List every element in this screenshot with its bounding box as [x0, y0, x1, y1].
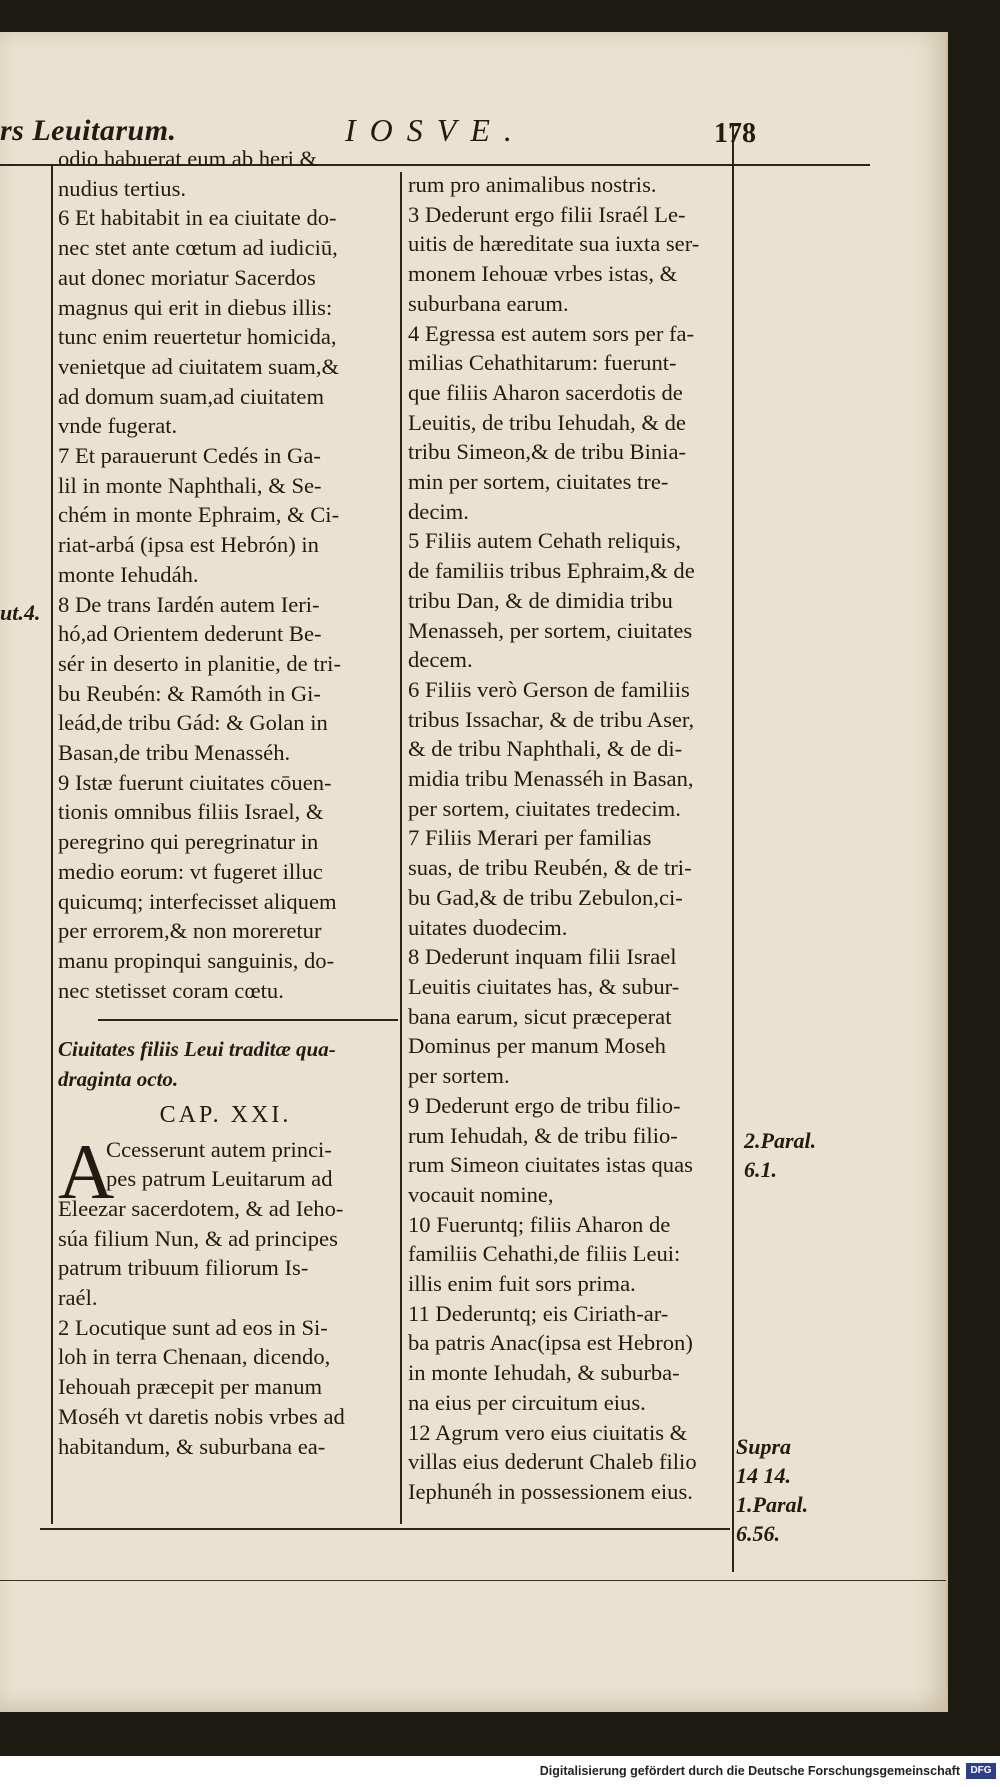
text-line: de familiis tribus Ephraim,& de	[408, 558, 695, 584]
text-line: illis enim fuit sors prima.	[408, 1271, 636, 1297]
chapter-summary-line: Ciuitates filiis Leui traditæ qua-	[58, 1037, 336, 1062]
text-line: sér in deserto in planitie, de tri-	[58, 650, 341, 676]
chapter-summary-line: draginta octo.	[58, 1067, 179, 1092]
text-line: 10 Fueruntq; filiis Aharon de	[408, 1211, 671, 1237]
text-line: tribu Dan, & de dimidia tribu	[408, 587, 673, 613]
text-line: tunc enim reuertetur homicida,	[58, 324, 337, 350]
text-line: 9 Istæ fuerunt ciuitates cōuen-	[58, 769, 332, 795]
text-line: Moséh vt daretis nobis vrbes ad	[58, 1403, 345, 1429]
chapter-heading: CAP. XXI.	[159, 1101, 292, 1128]
text-line: in monte Iehudah, & suburba-	[408, 1360, 680, 1386]
digitization-footer	[0, 1756, 1000, 1787]
text-line: Dominus per manum Moseh	[408, 1033, 666, 1059]
left-column-text	[58, 144, 393, 1005]
text-line: 7 Et parauerunt Cedés in Ga-	[58, 443, 321, 469]
right-column	[408, 170, 728, 1507]
page-number: 178	[714, 118, 756, 149]
text-line: 8 Dederunt inquam filii Israel	[408, 944, 677, 970]
left-column-rule	[51, 166, 53, 1524]
text-line: 4 Egressa est autem sors per fa-	[408, 320, 695, 346]
text-line: decim.	[408, 498, 469, 524]
margin-note-paral: 2.Paral. 6.1.	[744, 1128, 817, 1182]
text-line: raél.	[58, 1285, 98, 1311]
right-column-rule	[732, 124, 734, 1572]
text-line: chém in monte Ephraim, & Ci-	[58, 502, 340, 528]
text-line: suas, de tribu Reubén, & de tri-	[408, 855, 692, 881]
left-column	[58, 144, 393, 1461]
text-line: nec stet ante cœtum ad iudiciū,	[58, 235, 338, 261]
section-rule	[98, 1019, 398, 1021]
text-line: Basan,de tribu Menasséh.	[58, 740, 291, 766]
page-edge-rule	[0, 1580, 946, 1581]
text-line: peregrino qui peregrinatur in	[58, 829, 319, 855]
text-line: & de tribu Naphthali, & de di-	[408, 736, 683, 762]
margin-note-supra: Supra 14 14. 1.Paral. 6.56.	[736, 1434, 809, 1546]
text-line: na eius per circuitum eius.	[408, 1389, 646, 1415]
text-line: per sortem.	[408, 1063, 510, 1089]
text-line: que filiis Aharon sacerdotis de	[408, 379, 683, 405]
text-line: quicumq; interfecisset aliquem	[58, 888, 337, 914]
text-line: monte Iehudáh.	[58, 561, 199, 587]
text-line: venietque ad ciuitatem suam,&	[58, 353, 340, 379]
text-line: medio eorum: vt fugeret illuc	[58, 858, 323, 884]
text-line: familiis Cehathi,de filiis Leui:	[408, 1241, 681, 1267]
text-line: habitandum, & suburbana ea-	[58, 1433, 326, 1459]
text-line: 8 De trans Iardén autem Ieri-	[58, 591, 320, 617]
text-line: vnde fugerat.	[58, 413, 178, 439]
dfg-logo: DFG	[966, 1763, 996, 1779]
text-line: riat-arbá (ipsa est Hebrón) in	[58, 532, 319, 558]
text-line: decem.	[408, 647, 473, 673]
text-line: 5 Filiis autem Cehath reliquis,	[408, 528, 681, 554]
text-line: súa filium Nun, & ad principes	[58, 1225, 338, 1251]
text-line: rum pro animalibus nostris.	[408, 172, 657, 197]
text-line: magnus qui erit in diebus illis:	[58, 294, 333, 320]
text-line: loh in terra Chenaan, dicendo,	[58, 1344, 331, 1370]
text-line: bu Gad,& de tribu Zebulon,ci-	[408, 884, 683, 910]
margin-note-left: ut.4.	[0, 600, 41, 625]
text-line: milias Cehathitarum: fuerunt-	[408, 350, 677, 376]
text-line: Leuitis, de tribu Iehudah, & de	[408, 409, 686, 435]
text-line: villas eius dederunt Chaleb filio	[408, 1449, 697, 1475]
text-line: leád,de tribu Gád: & Golan in	[58, 710, 328, 736]
text-line: aut donec moriatur Sacerdos	[58, 264, 316, 290]
left-column-text-continued	[58, 1194, 393, 1461]
text-line: bu Reubén: & Ramóth in Gi-	[58, 680, 321, 706]
text-line: rum Iehudah, & de tribu filio-	[408, 1122, 678, 1148]
text-line: 2 Locutique sunt ad eos in Si-	[58, 1314, 328, 1340]
text-line: 7 Filiis Merari per familias	[408, 825, 652, 851]
text-line: bana earum, sicut præceperat	[408, 1003, 672, 1029]
text-line: uitis de hæreditate sua iuxta ser-	[408, 231, 700, 257]
text-line: nec stetisset coram cœtu.	[58, 977, 284, 1003]
text-line: pes patrum Leuitarum ad	[106, 1166, 333, 1192]
book-page	[0, 32, 948, 1712]
text-line: lil in monte Naphthali, & Se-	[58, 472, 322, 498]
text-line: 12 Agrum vero eius ciuitatis &	[408, 1419, 688, 1445]
text-line: tionis omnibus filiis Israel, &	[58, 799, 324, 825]
text-line: 11 Dederuntq; eis Ciriath-ar-	[408, 1300, 669, 1326]
footer-rule	[40, 1528, 730, 1530]
drop-cap: A	[58, 1127, 115, 1215]
running-head-title: IOSVE.	[345, 112, 526, 148]
text-line: suburbana earum.	[408, 290, 569, 316]
text-line: ba patris Anac(ipsa est Hebron)	[408, 1330, 693, 1356]
text-line: odio habuerat eum ab heri &	[58, 146, 318, 171]
text-line: 6 Et habitabit in ea ciuitate do-	[58, 205, 337, 231]
text-line: nudius tertius.	[58, 175, 187, 201]
running-head-left: rs Leuitarum.	[0, 114, 177, 147]
text-line: Iehouah præcepit per manum	[58, 1374, 323, 1400]
text-line: monem Iehouæ vrbes istas, &	[408, 261, 678, 287]
text-line: Leuitis ciuitates has, & subur-	[408, 973, 680, 999]
text-line: rum Simeon ciuitates istas quas	[408, 1152, 693, 1178]
text-line: 9 Dederunt ergo de tribu filio-	[408, 1092, 681, 1118]
text-line: patrum tribuum filiorum Is-	[58, 1255, 309, 1281]
column-divider	[400, 172, 402, 1524]
text-line: tribu Simeon,& de tribu Binia-	[408, 439, 686, 465]
text-line: ad domum suam,ad ciuitatem	[58, 383, 325, 409]
text-line: 6 Filiis verò Gerson de familiis	[408, 676, 690, 702]
text-line: min per sortem, ciuitates tre-	[408, 469, 669, 495]
text-line: per sortem, ciuitates tredecim.	[408, 795, 681, 821]
text-line: Iephunéh in possessionem eius.	[408, 1478, 693, 1504]
text-line: tribus Issachar, & de tribu Aser,	[408, 706, 695, 732]
text-line: Menasseh, per sortem, ciuitates	[408, 617, 693, 643]
text-line: vocauit nomine,	[408, 1181, 554, 1207]
text-line: manu propinqui sanguinis, do-	[58, 947, 335, 973]
text-line: Eleezar sacerdotem, & ad Ieho-	[58, 1195, 344, 1221]
text-line: Ccesserunt autem princi-	[106, 1136, 332, 1162]
text-line: per errorem,& non moreretur	[58, 918, 322, 944]
funding-credit: Digitalisierung gefördert durch die Deutsche Forschungsgemeinschaft	[539, 1764, 960, 1778]
right-column-text	[408, 170, 728, 1507]
text-line: hó,ad Orientem dederunt Be-	[58, 621, 322, 647]
text-line: uitates duodecim.	[408, 914, 568, 940]
text-line: midia tribu Menasséh in Basan,	[408, 766, 694, 792]
text-line: 3 Dederunt ergo filii Israél Le-	[408, 201, 686, 227]
